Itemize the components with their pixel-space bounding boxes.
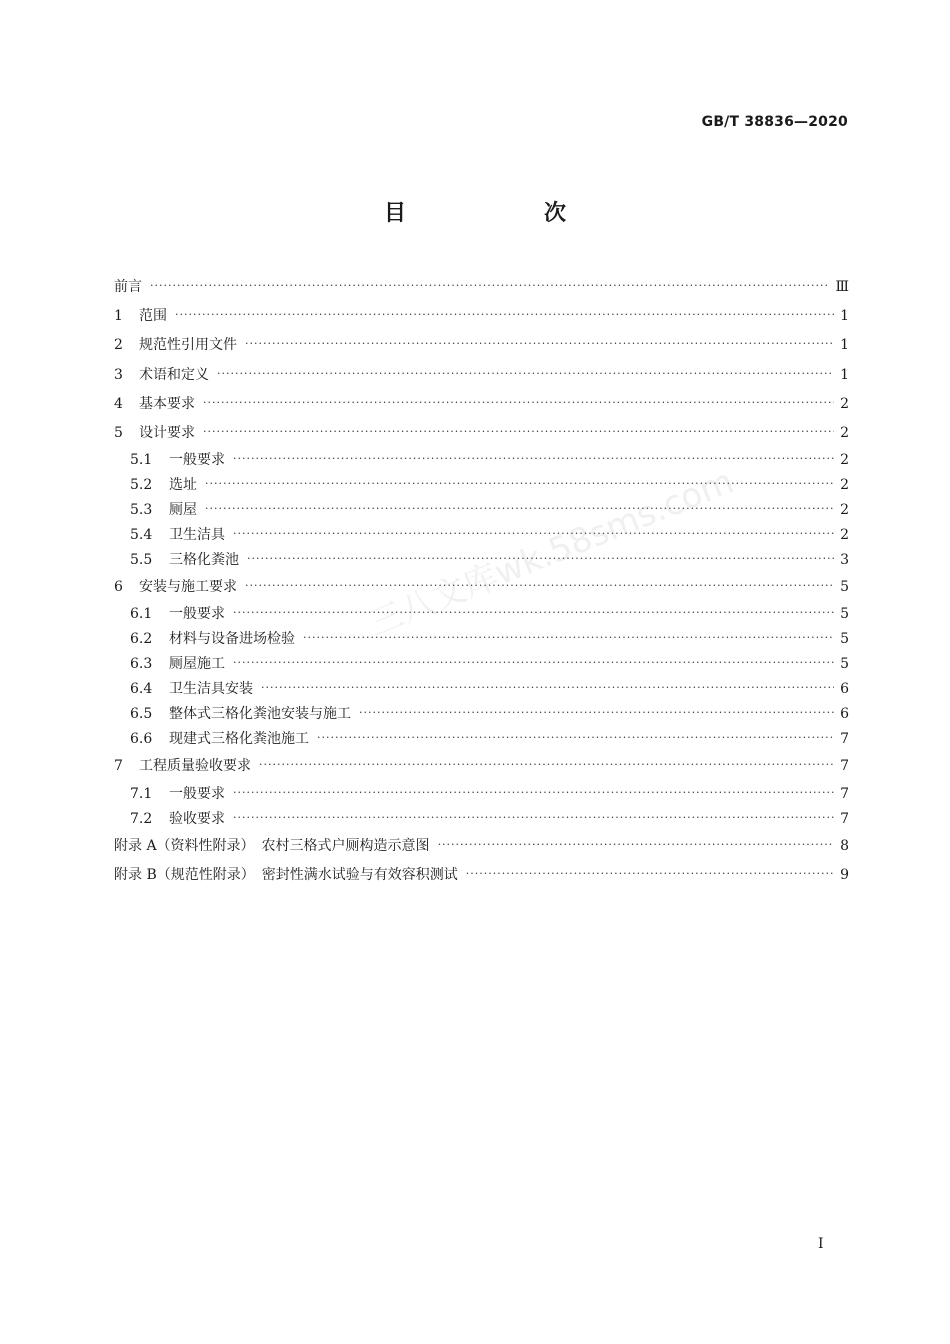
toc-entry-label: 工程质量验收要求: [139, 758, 251, 775]
toc-entry-number: 5.5: [130, 552, 153, 569]
toc-entry[interactable]: [114, 523, 849, 548]
toc-entry[interactable]: [114, 361, 849, 390]
toc-entry[interactable]: [114, 602, 849, 627]
toc-entry-label: 术语和定义: [139, 366, 209, 383]
toc-entry-page: 2: [840, 527, 849, 544]
toc-leader-dots: [259, 750, 834, 779]
toc-entry-label: 厕屋施工: [169, 656, 225, 673]
toc-entry[interactable]: [114, 273, 849, 302]
toc-entry-page: Ⅲ: [835, 279, 849, 295]
toc-entry-page: 2: [840, 395, 849, 412]
toc-leader-dots: [359, 700, 834, 725]
toc-entry-page: 6: [840, 681, 849, 698]
toc-leader-dots: [245, 329, 834, 358]
toc-entry[interactable]: [114, 861, 849, 890]
toc-entry-page: 8: [840, 837, 849, 854]
toc-entry-label: 附录 B（规范性附录） 密封性满水试验与有效容积测试: [114, 866, 458, 883]
watermark: 三八文库wk.58sms.com: [362, 461, 740, 645]
toc-leader-dots: [233, 521, 834, 546]
toc-entry-page: 7: [840, 785, 849, 802]
toc-leader-dots: [175, 300, 834, 329]
toc-entry-page: 1: [840, 308, 849, 325]
toc-leader-dots: [303, 625, 834, 650]
toc-leader-dots: [205, 496, 834, 521]
toc-entry-page: 2: [840, 477, 849, 494]
toc-entry-label: 规范性引用文件: [139, 337, 237, 354]
toc-entry-number: 6.6: [130, 731, 153, 748]
toc-entry[interactable]: [114, 652, 849, 677]
toc-entry-label: 基本要求: [139, 395, 195, 412]
toc-entry-number: 4: [114, 395, 123, 412]
toc-leader-dots: [438, 830, 835, 859]
toc-entry-number: 7.2: [130, 810, 153, 827]
toc-entry[interactable]: [114, 702, 849, 727]
toc-entry-page: 5: [840, 656, 849, 673]
toc-leader-dots: [203, 417, 834, 446]
toc-entry[interactable]: [114, 782, 849, 807]
toc-entry-number: 5.3: [130, 502, 153, 519]
toc-entry-page: 5: [840, 579, 849, 596]
toc-entry[interactable]: [114, 498, 849, 523]
toc-entry-page: 1: [840, 366, 849, 383]
toc-entry[interactable]: [114, 727, 849, 752]
toc-leader-dots: [466, 859, 834, 888]
toc-entry[interactable]: [114, 302, 849, 331]
toc-entry[interactable]: [114, 419, 849, 448]
toc-entry-label: 前言: [114, 279, 142, 295]
toc-leader-dots: [233, 600, 834, 625]
toc-entry-label: 厕屋: [169, 502, 197, 519]
toc-leader-dots: [261, 675, 834, 700]
toc-entry-number: 6.3: [130, 656, 153, 673]
toc-entry-number: 6.1: [130, 606, 153, 623]
toc-entry-label: 材料与设备进场检验: [169, 631, 295, 648]
toc-leader-dots: [247, 546, 834, 571]
toc-entry-label: 安装与施工要求: [139, 579, 237, 596]
toc-entry-number: 6.4: [130, 681, 153, 698]
toc-entry-page: 2: [840, 424, 849, 441]
toc-entry-label: 一般要求: [169, 785, 225, 802]
toc-leader-dots: [233, 446, 834, 471]
toc-entry-page: 5: [840, 606, 849, 623]
toc-entry-label: 选址: [169, 477, 197, 494]
toc-entry[interactable]: [114, 548, 849, 573]
toc-entry-label: 卫生洁具安装: [169, 681, 253, 698]
toc-entry-number: 2: [114, 337, 123, 354]
page-title: 目 次: [383, 201, 624, 226]
toc-leader-dots: [245, 571, 834, 600]
toc-entry-page: 2: [840, 452, 849, 469]
toc-entry-label: 现建式三格化粪池施工: [169, 731, 309, 748]
toc-entry-label: 设计要求: [139, 424, 195, 441]
toc-leader-dots: [205, 471, 834, 496]
toc-entry-page: 2: [840, 502, 849, 519]
toc-entry-number: 5.2: [130, 477, 153, 494]
toc-entry-label: 一般要求: [169, 452, 225, 469]
toc-entry[interactable]: [114, 677, 849, 702]
toc-leader-dots: [217, 359, 834, 388]
toc-leader-dots: [233, 780, 834, 805]
toc-entry-number: 1: [114, 308, 123, 325]
toc-entry[interactable]: [114, 390, 849, 419]
toc-entry[interactable]: [114, 473, 849, 498]
toc-entry-number: 6.2: [130, 631, 153, 648]
toc-entry-page: 1: [840, 337, 849, 354]
toc-entry-number: 6: [114, 579, 123, 596]
toc-leader-dots: [233, 805, 834, 830]
toc-leader-dots: [317, 725, 834, 750]
toc-entry-page: 9: [840, 866, 849, 883]
toc-entry[interactable]: [114, 832, 849, 861]
toc-entry-page: 7: [840, 731, 849, 748]
toc-entry-page: 6: [840, 706, 849, 723]
toc-entry-number: 5: [114, 424, 123, 441]
toc-entry-number: 3: [114, 366, 123, 383]
toc-entry-number: 5.1: [130, 452, 153, 469]
toc-entry-label: 整体式三格化粪池安装与施工: [169, 706, 351, 723]
toc-entry-label: 三格化粪池: [169, 552, 239, 569]
standard-code: GB/T 38836—2020: [701, 114, 848, 130]
toc-entry-label: 一般要求: [169, 606, 225, 623]
page-number: I: [818, 1236, 824, 1252]
toc-entry-page: 7: [840, 758, 849, 775]
toc-entry-label: 范围: [139, 308, 167, 325]
toc-entry-number: 7.1: [130, 785, 153, 802]
toc-entry-number: 5.4: [130, 527, 153, 544]
toc-entry-label: 卫生洁具: [169, 527, 225, 544]
toc-entry-page: 7: [840, 810, 849, 827]
toc-leader-dots: [150, 271, 829, 300]
toc-entry[interactable]: [114, 448, 849, 473]
toc-entry-page: 5: [840, 631, 849, 648]
toc-entry[interactable]: [114, 752, 849, 781]
toc-entry-number: 7: [114, 758, 123, 775]
toc-entry-label: 验收要求: [169, 810, 225, 827]
toc-entry-page: 3: [840, 552, 849, 569]
toc-entry-label: 附录 A（资料性附录） 农村三格式户厕构造示意图: [114, 837, 430, 854]
table-of-contents: [114, 273, 849, 890]
toc-leader-dots: [233, 650, 834, 675]
toc-entry[interactable]: [114, 807, 849, 832]
toc-entry[interactable]: [114, 331, 849, 360]
toc-entry[interactable]: [114, 627, 849, 652]
toc-leader-dots: [203, 388, 834, 417]
toc-entry[interactable]: [114, 573, 849, 602]
toc-entry-number: 6.5: [130, 706, 153, 723]
